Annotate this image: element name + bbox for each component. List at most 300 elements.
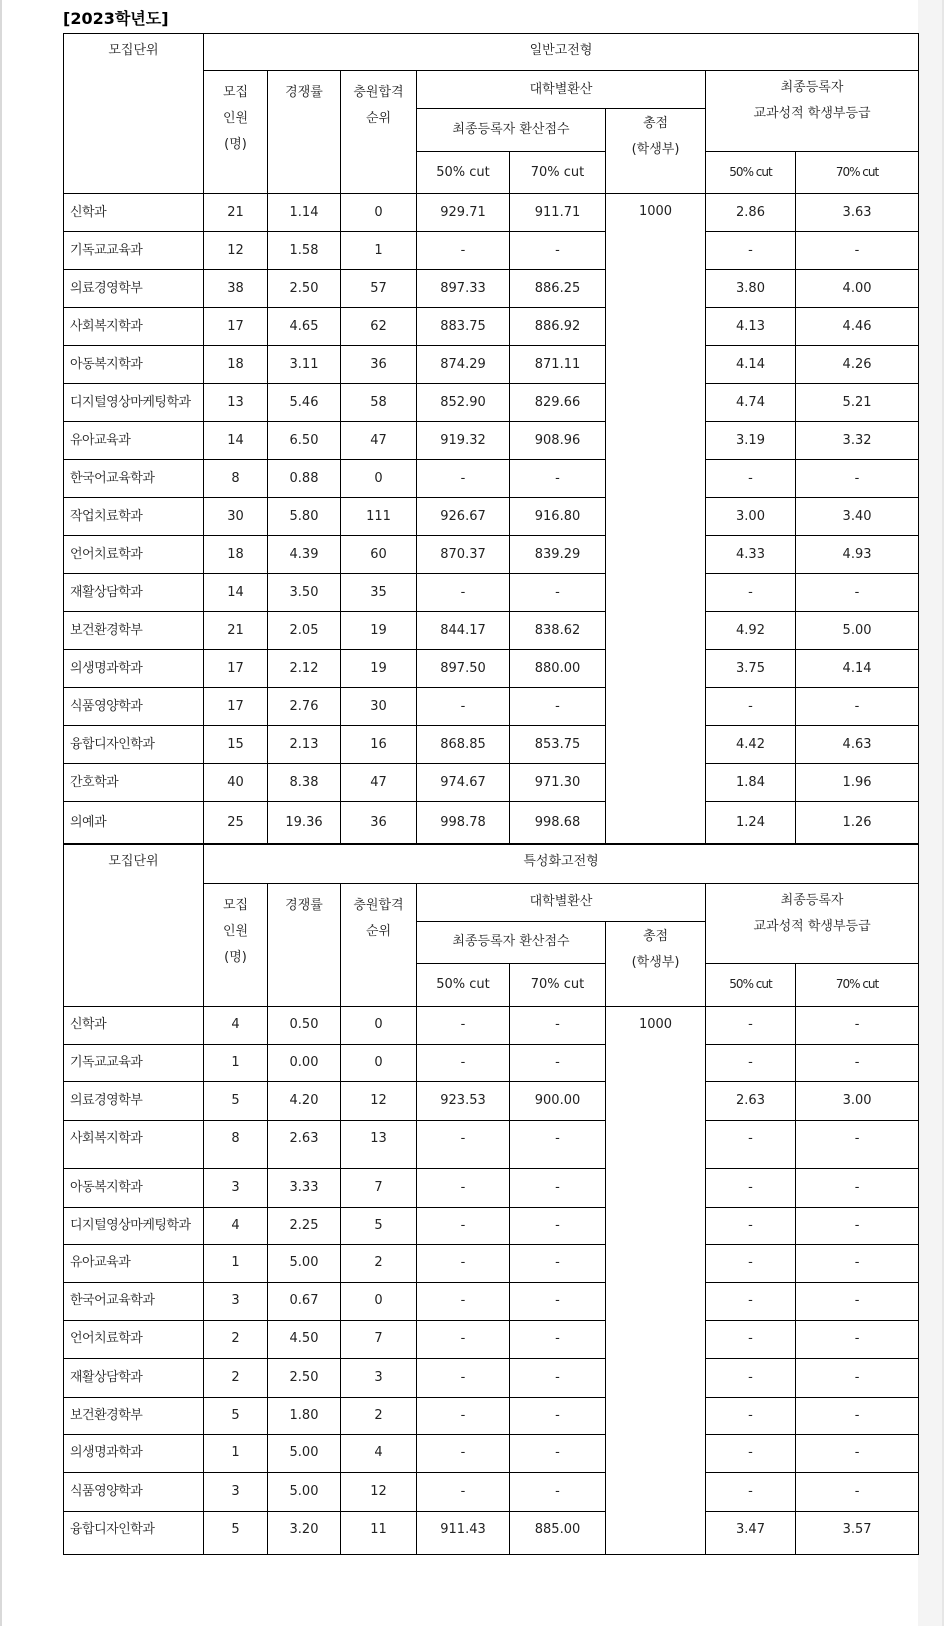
cell-waitlist: 35 bbox=[341, 574, 417, 612]
grade-line2: 교과성적 학생부등급 bbox=[753, 918, 871, 934]
cell-quota: 17 bbox=[204, 688, 268, 726]
cell-waitlist: 3 bbox=[341, 1358, 417, 1397]
admission-table-specialized bbox=[63, 843, 919, 1555]
cell-quota: 15 bbox=[204, 726, 268, 764]
cell-unit: 사회복지학과 bbox=[64, 308, 204, 346]
cell-grade-70: 4.14 bbox=[796, 650, 919, 688]
cell-competition: 4.39 bbox=[268, 536, 341, 574]
col-header-total bbox=[606, 921, 706, 1006]
cell-grade-50: - bbox=[706, 1168, 796, 1207]
cell-waitlist: 5 bbox=[341, 1207, 417, 1244]
cell-competition: 5.46 bbox=[268, 384, 341, 422]
cell-score-50: - bbox=[417, 1120, 510, 1168]
cell-grade-50: 4.92 bbox=[706, 612, 796, 650]
cell-waitlist: 30 bbox=[341, 688, 417, 726]
col-header-competition: 경쟁률 bbox=[268, 71, 341, 194]
cell-unit: 재활상담학과 bbox=[64, 574, 204, 612]
table-row bbox=[64, 346, 919, 384]
table-row bbox=[64, 1006, 919, 1044]
cell-grade-70: 4.00 bbox=[796, 270, 919, 308]
cell-waitlist: 0 bbox=[341, 194, 417, 232]
cell-unit: 기독교교육과 bbox=[64, 1044, 204, 1081]
cell-unit: 디지털영상마케팅학과 bbox=[64, 1207, 204, 1244]
col-header-competition: 경쟁률 bbox=[268, 883, 341, 1006]
cell-unit: 아동복지학과 bbox=[64, 1168, 204, 1207]
table-row bbox=[64, 802, 919, 844]
col-header-grade-70: 70% cut bbox=[796, 152, 919, 194]
cell-grade-50: - bbox=[706, 574, 796, 612]
cell-score-70: - bbox=[510, 1434, 606, 1472]
cell-score-50: 852.90 bbox=[417, 384, 510, 422]
cell-waitlist: 11 bbox=[341, 1511, 417, 1554]
cell-grade-70: - bbox=[796, 1120, 919, 1168]
table-row bbox=[64, 460, 919, 498]
table-row bbox=[64, 194, 919, 232]
cell-waitlist: 19 bbox=[341, 612, 417, 650]
table-row bbox=[64, 1168, 919, 1207]
cell-score-50: - bbox=[417, 1207, 510, 1244]
cell-grade-70: - bbox=[796, 1397, 919, 1434]
table-row bbox=[64, 1320, 919, 1358]
cell-score-70: 885.00 bbox=[510, 1511, 606, 1554]
cell-score-70: - bbox=[510, 1006, 606, 1044]
cell-waitlist: 1 bbox=[341, 232, 417, 270]
cell-competition: 2.13 bbox=[268, 726, 341, 764]
cell-grade-50: - bbox=[706, 1472, 796, 1511]
cell-grade-50: 4.42 bbox=[706, 726, 796, 764]
col-header-quota bbox=[204, 883, 268, 1006]
cell-quota: 1 bbox=[204, 1434, 268, 1472]
cell-grade-50: - bbox=[706, 1006, 796, 1044]
cell-competition: 5.00 bbox=[268, 1244, 341, 1282]
grade-line1: 최종등록자 bbox=[780, 80, 844, 95]
cell-unit: 언어치료학과 bbox=[64, 536, 204, 574]
cell-score-70: - bbox=[510, 1044, 606, 1081]
table-row bbox=[64, 384, 919, 422]
cell-waitlist: 12 bbox=[341, 1472, 417, 1511]
waitlist-line1: 충원합격 bbox=[353, 85, 404, 100]
scrollbar-track[interactable] bbox=[918, 0, 944, 1626]
cell-score-70: 853.75 bbox=[510, 726, 606, 764]
cell-grade-70: 5.21 bbox=[796, 384, 919, 422]
table-row bbox=[64, 232, 919, 270]
cell-unit: 식품영양학과 bbox=[64, 688, 204, 726]
cell-waitlist: 111 bbox=[341, 498, 417, 536]
cell-quota: 4 bbox=[204, 1006, 268, 1044]
col-header-conversion: 대학별환산 bbox=[417, 71, 706, 109]
cell-score-50: 868.85 bbox=[417, 726, 510, 764]
cell-score-70: 908.96 bbox=[510, 422, 606, 460]
cell-waitlist: 0 bbox=[341, 1282, 417, 1320]
cell-grade-50: - bbox=[706, 1358, 796, 1397]
cell-unit: 작업치료학과 bbox=[64, 498, 204, 536]
cell-grade-50: 3.80 bbox=[706, 270, 796, 308]
cell-competition: 2.05 bbox=[268, 612, 341, 650]
group-header: 일반고전형 bbox=[204, 34, 919, 71]
cell-unit: 한국어교육학과 bbox=[64, 1282, 204, 1320]
cell-score-70: - bbox=[510, 1397, 606, 1434]
col-header-waitlist bbox=[341, 883, 417, 1006]
cell-score-70: - bbox=[510, 1282, 606, 1320]
cell-quota: 21 bbox=[204, 194, 268, 232]
cell-competition: 0.50 bbox=[268, 1006, 341, 1044]
cell-score-70: 911.71 bbox=[510, 194, 606, 232]
cell-competition: 4.65 bbox=[268, 308, 341, 346]
cell-grade-70: 3.57 bbox=[796, 1511, 919, 1554]
cell-waitlist: 36 bbox=[341, 802, 417, 844]
cell-grade-70: - bbox=[796, 1244, 919, 1282]
cell-grade-50: - bbox=[706, 688, 796, 726]
cell-score-70: 838.62 bbox=[510, 612, 606, 650]
cell-competition: 0.00 bbox=[268, 1044, 341, 1081]
cell-grade-50: 2.86 bbox=[706, 194, 796, 232]
cell-unit: 의료경영학부 bbox=[64, 1081, 204, 1120]
table-row bbox=[64, 650, 919, 688]
group-header: 특성화고전형 bbox=[204, 844, 919, 883]
quota-line1: 모집 bbox=[222, 897, 249, 913]
cell-waitlist: 2 bbox=[341, 1244, 417, 1282]
cell-score-50: - bbox=[417, 688, 510, 726]
col-header-grade-70: 70% cut bbox=[796, 963, 919, 1006]
cell-grade-70: - bbox=[796, 1320, 919, 1358]
header-row-group bbox=[64, 34, 919, 71]
cell-grade-70: 3.00 bbox=[796, 1081, 919, 1120]
cell-score-50: - bbox=[417, 1472, 510, 1511]
cell-quota: 17 bbox=[204, 308, 268, 346]
cell-grade-70: 4.46 bbox=[796, 308, 919, 346]
cell-score-70: 900.00 bbox=[510, 1081, 606, 1120]
cell-score-50: 897.33 bbox=[417, 270, 510, 308]
cell-quota: 8 bbox=[204, 1120, 268, 1168]
cell-grade-70: 1.26 bbox=[796, 802, 919, 844]
cell-score-50: 883.75 bbox=[417, 308, 510, 346]
cell-score-70: - bbox=[510, 1120, 606, 1168]
col-header-unit: 모집단위 bbox=[64, 34, 204, 194]
cell-score-70: 971.30 bbox=[510, 764, 606, 802]
cell-score-50: 926.67 bbox=[417, 498, 510, 536]
total-line2: (학생부) bbox=[631, 954, 680, 970]
cell-grade-70: - bbox=[796, 460, 919, 498]
cell-score-70: - bbox=[510, 688, 606, 726]
header-row-group bbox=[64, 844, 919, 883]
grade-line2: 교과성적 학생부등급 bbox=[753, 106, 871, 121]
cell-score-50: 974.67 bbox=[417, 764, 510, 802]
cell-quota: 17 bbox=[204, 650, 268, 688]
quota-line3: (명) bbox=[224, 137, 247, 152]
cell-competition: 2.25 bbox=[268, 1207, 341, 1244]
cell-unit: 유아교육과 bbox=[64, 422, 204, 460]
cell-score-70: 886.92 bbox=[510, 308, 606, 346]
cell-quota: 14 bbox=[204, 422, 268, 460]
cell-score-50: 923.53 bbox=[417, 1081, 510, 1120]
cell-quota: 21 bbox=[204, 612, 268, 650]
cell-score-50: - bbox=[417, 574, 510, 612]
col-header-final-score: 최종등록자 환산점수 bbox=[417, 109, 606, 152]
cell-competition: 3.50 bbox=[268, 574, 341, 612]
table-row bbox=[64, 1358, 919, 1397]
cell-grade-50: 4.14 bbox=[706, 346, 796, 384]
cell-quota: 2 bbox=[204, 1358, 268, 1397]
cell-competition: 3.33 bbox=[268, 1168, 341, 1207]
cell-score-50: - bbox=[417, 1434, 510, 1472]
cell-waitlist: 13 bbox=[341, 1120, 417, 1168]
cell-unit: 한국어교육학과 bbox=[64, 460, 204, 498]
cell-total-points: 1000 bbox=[606, 1006, 706, 1554]
cell-unit: 보건환경학부 bbox=[64, 1397, 204, 1434]
cell-score-70: - bbox=[510, 1244, 606, 1282]
cell-grade-50: 3.75 bbox=[706, 650, 796, 688]
cell-grade-50: 3.00 bbox=[706, 498, 796, 536]
cell-waitlist: 0 bbox=[341, 1006, 417, 1044]
col-header-score-70: 70% cut bbox=[510, 963, 606, 1006]
cell-quota: 13 bbox=[204, 384, 268, 422]
cell-unit: 의생명과학과 bbox=[64, 1434, 204, 1472]
table-row bbox=[64, 1282, 919, 1320]
cell-score-70: 871.11 bbox=[510, 346, 606, 384]
cell-quota: 18 bbox=[204, 346, 268, 384]
quota-line2: 인원 bbox=[222, 111, 249, 126]
cell-quota: 5 bbox=[204, 1511, 268, 1554]
page-title: [2023학년도] bbox=[63, 9, 169, 28]
table-row bbox=[64, 764, 919, 802]
cell-grade-70: 5.00 bbox=[796, 612, 919, 650]
cell-grade-70: - bbox=[796, 1358, 919, 1397]
cell-competition: 1.14 bbox=[268, 194, 341, 232]
cell-grade-50: 4.74 bbox=[706, 384, 796, 422]
cell-competition: 5.00 bbox=[268, 1472, 341, 1511]
cell-unit: 언어치료학과 bbox=[64, 1320, 204, 1358]
quota-line3: (명) bbox=[224, 949, 247, 965]
cell-quota: 1 bbox=[204, 1044, 268, 1081]
cell-grade-70: - bbox=[796, 1044, 919, 1081]
cell-unit: 식품영양학과 bbox=[64, 1472, 204, 1511]
cell-grade-50: 1.84 bbox=[706, 764, 796, 802]
cell-grade-50: 3.47 bbox=[706, 1511, 796, 1554]
col-header-total bbox=[606, 109, 706, 194]
table-row bbox=[64, 498, 919, 536]
cell-unit: 신학과 bbox=[64, 1006, 204, 1044]
cell-competition: 8.38 bbox=[268, 764, 341, 802]
cell-score-70: - bbox=[510, 1320, 606, 1358]
cell-score-50: 919.32 bbox=[417, 422, 510, 460]
table-row bbox=[64, 308, 919, 346]
cell-competition: 2.50 bbox=[268, 270, 341, 308]
cell-score-50: - bbox=[417, 1320, 510, 1358]
cell-score-50: - bbox=[417, 1397, 510, 1434]
cell-quota: 38 bbox=[204, 270, 268, 308]
cell-grade-50: - bbox=[706, 1397, 796, 1434]
cell-score-50: - bbox=[417, 1044, 510, 1081]
cell-score-50: 929.71 bbox=[417, 194, 510, 232]
cell-quota: 12 bbox=[204, 232, 268, 270]
waitlist-line2: 순위 bbox=[365, 111, 392, 126]
cell-quota: 5 bbox=[204, 1397, 268, 1434]
cell-waitlist: 60 bbox=[341, 536, 417, 574]
cell-unit: 사회복지학과 bbox=[64, 1120, 204, 1168]
cell-waitlist: 36 bbox=[341, 346, 417, 384]
cell-competition: 3.11 bbox=[268, 346, 341, 384]
cell-unit: 간호학과 bbox=[64, 764, 204, 802]
cell-waitlist: 7 bbox=[341, 1320, 417, 1358]
cell-competition: 5.80 bbox=[268, 498, 341, 536]
cell-grade-70: - bbox=[796, 1207, 919, 1244]
cell-competition: 1.58 bbox=[268, 232, 341, 270]
cell-grade-70: - bbox=[796, 688, 919, 726]
cell-competition: 5.00 bbox=[268, 1434, 341, 1472]
total-line1: 총점 bbox=[642, 928, 669, 944]
col-header-final-grade bbox=[706, 71, 919, 152]
cell-grade-70: - bbox=[796, 232, 919, 270]
cell-score-70: 880.00 bbox=[510, 650, 606, 688]
cell-score-50: - bbox=[417, 1168, 510, 1207]
cell-waitlist: 12 bbox=[341, 1081, 417, 1120]
table-row bbox=[64, 1244, 919, 1282]
cell-unit: 기독교교육과 bbox=[64, 232, 204, 270]
cell-quota: 8 bbox=[204, 460, 268, 498]
cell-grade-70: 1.96 bbox=[796, 764, 919, 802]
cell-quota: 18 bbox=[204, 536, 268, 574]
table-row bbox=[64, 1044, 919, 1081]
waitlist-line1: 충원합격 bbox=[353, 897, 404, 913]
cell-competition: 4.50 bbox=[268, 1320, 341, 1358]
table-row bbox=[64, 1511, 919, 1554]
cell-score-50: - bbox=[417, 232, 510, 270]
table-row bbox=[64, 688, 919, 726]
cell-score-50: - bbox=[417, 1244, 510, 1282]
quota-line1: 모집 bbox=[222, 85, 249, 100]
col-header-waitlist bbox=[341, 71, 417, 194]
cell-waitlist: 57 bbox=[341, 270, 417, 308]
cell-quota: 4 bbox=[204, 1207, 268, 1244]
cell-total-points: 1000 bbox=[606, 194, 706, 844]
cell-competition: 2.50 bbox=[268, 1358, 341, 1397]
col-header-conversion: 대학별환산 bbox=[417, 883, 706, 921]
cell-unit: 의료경영학부 bbox=[64, 270, 204, 308]
page-left-edge bbox=[0, 0, 2, 1626]
cell-competition: 19.36 bbox=[268, 802, 341, 844]
cell-waitlist: 0 bbox=[341, 460, 417, 498]
cell-grade-70: - bbox=[796, 1472, 919, 1511]
cell-waitlist: 4 bbox=[341, 1434, 417, 1472]
table-row bbox=[64, 270, 919, 308]
cell-score-70: - bbox=[510, 1472, 606, 1511]
cell-unit: 의생명과학과 bbox=[64, 650, 204, 688]
table-row bbox=[64, 422, 919, 460]
table-row bbox=[64, 536, 919, 574]
cell-score-70: - bbox=[510, 574, 606, 612]
cell-score-70: 829.66 bbox=[510, 384, 606, 422]
cell-waitlist: 2 bbox=[341, 1397, 417, 1434]
cell-grade-50: 3.19 bbox=[706, 422, 796, 460]
cell-grade-70: 4.26 bbox=[796, 346, 919, 384]
cell-waitlist: 47 bbox=[341, 422, 417, 460]
cell-waitlist: 62 bbox=[341, 308, 417, 346]
cell-competition: 2.63 bbox=[268, 1120, 341, 1168]
table-row bbox=[64, 1397, 919, 1434]
cell-score-50: - bbox=[417, 1006, 510, 1044]
col-header-score-70: 70% cut bbox=[510, 152, 606, 194]
cell-competition: 1.80 bbox=[268, 1397, 341, 1434]
cell-unit: 디지털영상마케팅학과 bbox=[64, 384, 204, 422]
cell-grade-50: - bbox=[706, 1320, 796, 1358]
cell-grade-50: 1.24 bbox=[706, 802, 796, 844]
table-row bbox=[64, 1081, 919, 1120]
cell-quota: 2 bbox=[204, 1320, 268, 1358]
cell-score-70: 916.80 bbox=[510, 498, 606, 536]
cell-score-70: 886.25 bbox=[510, 270, 606, 308]
col-header-quota bbox=[204, 71, 268, 194]
cell-grade-70: 4.63 bbox=[796, 726, 919, 764]
col-header-score-50: 50% cut bbox=[417, 152, 510, 194]
col-header-grade-50: 50% cut bbox=[706, 152, 796, 194]
cell-score-50: 998.78 bbox=[417, 802, 510, 844]
cell-unit: 신학과 bbox=[64, 194, 204, 232]
cell-waitlist: 0 bbox=[341, 1044, 417, 1081]
cell-grade-50: - bbox=[706, 460, 796, 498]
cell-score-50: 844.17 bbox=[417, 612, 510, 650]
cell-unit: 아동복지학과 bbox=[64, 346, 204, 384]
col-header-final-grade bbox=[706, 883, 919, 963]
cell-grade-70: 3.40 bbox=[796, 498, 919, 536]
cell-grade-50: - bbox=[706, 1207, 796, 1244]
cell-score-70: 839.29 bbox=[510, 536, 606, 574]
cell-quota: 25 bbox=[204, 802, 268, 844]
cell-grade-50: 2.63 bbox=[706, 1081, 796, 1120]
cell-grade-50: - bbox=[706, 1282, 796, 1320]
cell-score-50: - bbox=[417, 1358, 510, 1397]
table-row bbox=[64, 1472, 919, 1511]
cell-quota: 3 bbox=[204, 1168, 268, 1207]
cell-grade-50: - bbox=[706, 1434, 796, 1472]
admission-table-general bbox=[63, 33, 919, 844]
cell-unit: 재활상담학과 bbox=[64, 1358, 204, 1397]
table-row bbox=[64, 1207, 919, 1244]
cell-score-50: 897.50 bbox=[417, 650, 510, 688]
cell-grade-50: 4.13 bbox=[706, 308, 796, 346]
cell-grade-70: 3.32 bbox=[796, 422, 919, 460]
col-header-grade-50: 50% cut bbox=[706, 963, 796, 1006]
col-header-final-score: 최종등록자 환산점수 bbox=[417, 921, 606, 963]
cell-grade-50: - bbox=[706, 1244, 796, 1282]
cell-quota: 3 bbox=[204, 1472, 268, 1511]
cell-grade-70: 3.63 bbox=[796, 194, 919, 232]
cell-score-50: 911.43 bbox=[417, 1511, 510, 1554]
cell-grade-50: - bbox=[706, 1044, 796, 1081]
cell-grade-70: - bbox=[796, 1006, 919, 1044]
cell-quota: 14 bbox=[204, 574, 268, 612]
cell-grade-70: - bbox=[796, 1168, 919, 1207]
cell-competition: 4.20 bbox=[268, 1081, 341, 1120]
cell-unit: 의예과 bbox=[64, 802, 204, 844]
total-line1: 총점 bbox=[642, 116, 669, 131]
cell-quota: 40 bbox=[204, 764, 268, 802]
cell-quota: 30 bbox=[204, 498, 268, 536]
cell-grade-70: - bbox=[796, 1434, 919, 1472]
total-line2: (학생부) bbox=[631, 142, 680, 157]
cell-score-50: - bbox=[417, 460, 510, 498]
table-row bbox=[64, 574, 919, 612]
cell-score-70: - bbox=[510, 232, 606, 270]
cell-competition: 0.67 bbox=[268, 1282, 341, 1320]
table-row bbox=[64, 726, 919, 764]
cell-waitlist: 58 bbox=[341, 384, 417, 422]
cell-waitlist: 47 bbox=[341, 764, 417, 802]
cell-waitlist: 16 bbox=[341, 726, 417, 764]
cell-quota: 1 bbox=[204, 1244, 268, 1282]
table-row bbox=[64, 1434, 919, 1472]
cell-unit: 보건환경학부 bbox=[64, 612, 204, 650]
cell-grade-50: 4.33 bbox=[706, 536, 796, 574]
